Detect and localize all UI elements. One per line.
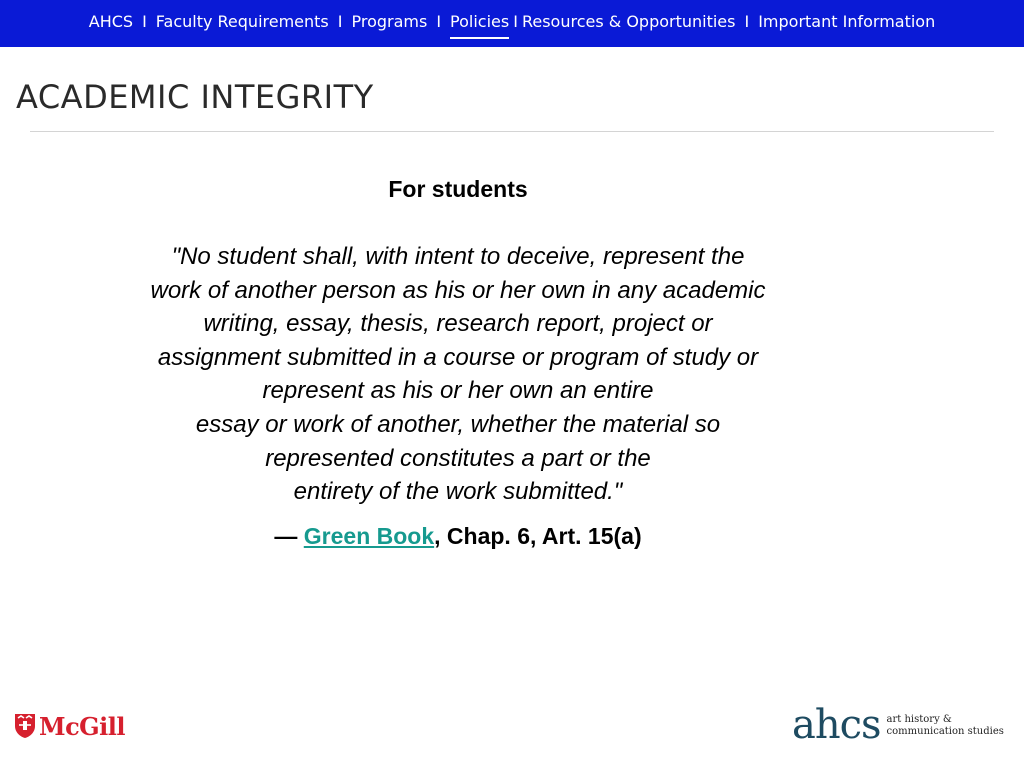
page-title: ACADEMIC INTEGRITY — [16, 78, 374, 116]
nav-item-programs[interactable]: Programs — [351, 12, 428, 31]
citation-reference: , Chap. 6, Art. 15(a) — [434, 523, 642, 549]
ahcs-subtitle-line: communication studies — [886, 726, 1004, 737]
policy-quote — [88, 240, 828, 509]
section-subheading: For students — [388, 176, 528, 202]
nav-item-important-information[interactable]: Important Information — [758, 12, 936, 31]
nav-item-policies[interactable]: Policies — [450, 12, 510, 31]
nav-item-ahcs[interactable]: AHCS — [88, 12, 134, 31]
citation-dash: — — [274, 523, 298, 549]
ahcs-logo — [792, 700, 1004, 750]
nav-separator: I — [142, 12, 147, 31]
nav-item-faculty-requirements[interactable]: Faculty Requirements — [155, 12, 329, 31]
green-book-link[interactable]: Green Book — [303, 523, 435, 549]
quote-line: represent as his or her own an entire — [262, 377, 654, 405]
ahcs-subtitle-line: art history & — [886, 714, 952, 725]
quote-line: "No student shall, with intent to deceive, represent the — [171, 243, 745, 270]
mcgill-logo — [14, 711, 125, 741]
quote-citation — [158, 523, 758, 550]
title-divider — [30, 131, 994, 132]
quote-line: writing, essay, thesis, research report, project or — [203, 310, 713, 338]
nav-separator: I — [436, 12, 442, 31]
nav-separator: I — [744, 12, 750, 31]
quote-line: entirety of the work submitted." — [293, 478, 623, 506]
ahcs-subtitle — [887, 714, 1004, 738]
mcgill-wordmark: McGill — [39, 711, 126, 741]
top-navigation — [0, 0, 1024, 47]
nav-separator: I — [337, 12, 343, 31]
ahcs-wordmark: ahcs — [792, 702, 881, 748]
nav-item-resources-opportunities[interactable]: Resources & Opportunities — [521, 12, 736, 31]
crest-icon — [14, 713, 36, 739]
nav-separator: I — [513, 12, 518, 31]
quote-line: represented constitutes a part or the — [265, 444, 651, 472]
quote-line: work of another person as his or her own in any academic — [150, 276, 766, 304]
quote-line: assignment submitted in a course or program of study or — [157, 343, 759, 371]
quote-line: essay or work of another, whether the material so — [195, 410, 721, 438]
